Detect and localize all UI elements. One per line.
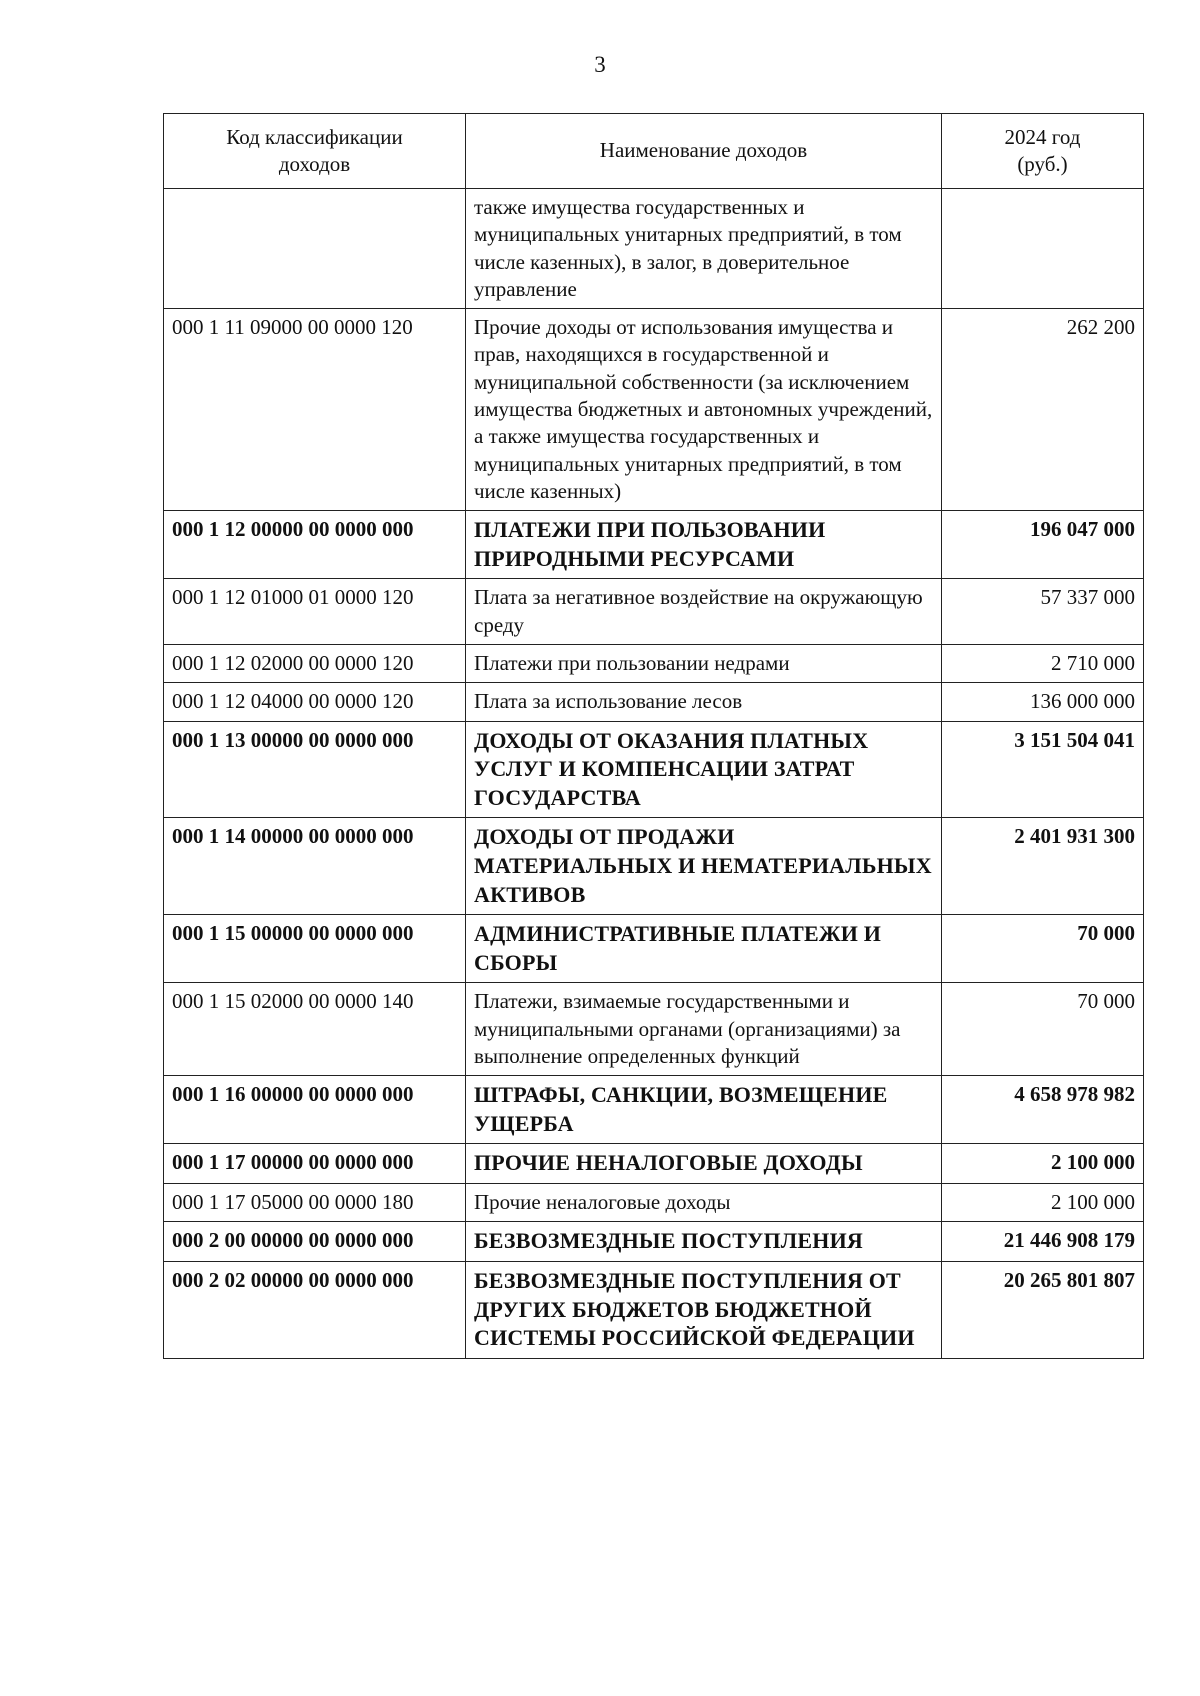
header-amount-line1: 2024 год (1004, 124, 1081, 149)
row-code: 000 1 15 02000 00 0000 140 (164, 983, 466, 1076)
table-row-section (164, 1144, 1144, 1184)
table-row-section (164, 915, 1144, 983)
row-code: 000 1 11 09000 00 0000 120 (164, 309, 466, 511)
table-row (164, 645, 1144, 683)
header-amount (942, 114, 1144, 189)
row-code: 000 1 16 00000 00 0000 000 (164, 1076, 466, 1144)
header-name: Наименование доходов (466, 114, 942, 189)
row-code: 000 1 17 00000 00 0000 000 (164, 1144, 466, 1184)
table-header (164, 114, 1144, 189)
row-amount: 2 710 000 (942, 645, 1144, 683)
table-row-section (164, 1076, 1144, 1144)
table-row-section (164, 818, 1144, 915)
header-code-line2: доходов (278, 152, 351, 176)
row-code: 000 1 13 00000 00 0000 000 (164, 721, 466, 818)
table-row-section (164, 1222, 1144, 1262)
table-row (164, 683, 1144, 721)
row-code: 000 1 14 00000 00 0000 000 (164, 818, 466, 915)
row-name: Плата за использование лесов (466, 683, 942, 721)
row-code: 000 1 17 05000 00 0000 180 (164, 1184, 466, 1222)
table-row (164, 189, 1144, 309)
row-name: ДОХОДЫ ОТ ПРОДАЖИ МАТЕРИАЛЬНЫХ И НЕМАТЕРИАЛЬНЫХ АКТИВОВ (466, 818, 942, 915)
row-amount (942, 189, 1144, 309)
row-amount: 4 658 978 982 (942, 1076, 1144, 1144)
table-row (164, 309, 1144, 511)
row-name: Прочие доходы от использования имущества и прав, находящихся в государственной и муниципальной собственности (за исключением имущества бюджетных и автономных учреждений, а также имущества государственных и муниципальных унитарных предприятий, в том числе казенных) (466, 309, 942, 511)
header-row (164, 114, 1144, 189)
row-amount: 2 100 000 (942, 1144, 1144, 1184)
row-name: АДМИНИСТРАТИВНЫЕ ПЛАТЕЖИ И СБОРЫ (466, 915, 942, 983)
row-name: также имущества государственных и муниципальных унитарных предприятий, в том числе казенных), в залог, в доверительное управление (466, 189, 942, 309)
row-code: 000 2 00 00000 00 0000 000 (164, 1222, 466, 1262)
row-name: ДОХОДЫ ОТ ОКАЗАНИЯ ПЛАТНЫХ УСЛУГ И КОМПЕНСАЦИИ ЗАТРАТ ГОСУДАРСТВА (466, 721, 942, 818)
header-amount-line2: (руб.) (1017, 152, 1068, 176)
row-name: ПРОЧИЕ НЕНАЛОГОВЫЕ ДОХОДЫ (466, 1144, 942, 1184)
row-amount: 57 337 000 (942, 579, 1144, 645)
row-amount: 262 200 (942, 309, 1144, 511)
row-name: Платежи при пользовании недрами (466, 645, 942, 683)
page-number: 3 (594, 52, 606, 77)
income-table (163, 113, 1144, 1359)
table-row (164, 579, 1144, 645)
row-name: БЕЗВОЗМЕЗДНЫЕ ПОСТУПЛЕНИЯ ОТ ДРУГИХ БЮДЖЕТОВ БЮДЖЕТНОЙ СИСТЕМЫ РОССИЙСКОЙ ФЕДЕРАЦИИ (466, 1261, 942, 1358)
row-amount: 3 151 504 041 (942, 721, 1144, 818)
row-name: ПЛАТЕЖИ ПРИ ПОЛЬЗОВАНИИ ПРИРОДНЫМИ РЕСУРСАМИ (466, 511, 942, 579)
row-amount: 196 047 000 (942, 511, 1144, 579)
table-row-section (164, 721, 1144, 818)
table-row (164, 983, 1144, 1076)
table-row-section (164, 511, 1144, 579)
table-body (164, 189, 1144, 1359)
row-name: Плата за негативное воздействие на окружающую среду (466, 579, 942, 645)
row-name: БЕЗВОЗМЕЗДНЫЕ ПОСТУПЛЕНИЯ (466, 1222, 942, 1262)
table-row-section (164, 1261, 1144, 1358)
row-amount: 2 100 000 (942, 1184, 1144, 1222)
row-code (164, 189, 466, 309)
row-name: Прочие неналоговые доходы (466, 1184, 942, 1222)
row-code: 000 2 02 00000 00 0000 000 (164, 1261, 466, 1358)
row-name: Платежи, взимаемые государственными и муниципальными органами (организациями) за выполнение определенных функций (466, 983, 942, 1076)
row-amount: 20 265 801 807 (942, 1261, 1144, 1358)
row-name: ШТРАФЫ, САНКЦИИ, ВОЗМЕЩЕНИЕ УЩЕРБА (466, 1076, 942, 1144)
row-amount: 70 000 (942, 915, 1144, 983)
row-amount: 21 446 908 179 (942, 1222, 1144, 1262)
header-code-line1: Код классификации (226, 124, 403, 149)
row-code: 000 1 15 00000 00 0000 000 (164, 915, 466, 983)
row-amount: 70 000 (942, 983, 1144, 1076)
row-code: 000 1 12 00000 00 0000 000 (164, 511, 466, 579)
row-code: 000 1 12 01000 01 0000 120 (164, 579, 466, 645)
table-row (164, 1184, 1144, 1222)
row-code: 000 1 12 02000 00 0000 120 (164, 645, 466, 683)
header-code (164, 114, 466, 189)
row-code: 000 1 12 04000 00 0000 120 (164, 683, 466, 721)
row-amount: 136 000 000 (942, 683, 1144, 721)
row-amount: 2 401 931 300 (942, 818, 1144, 915)
